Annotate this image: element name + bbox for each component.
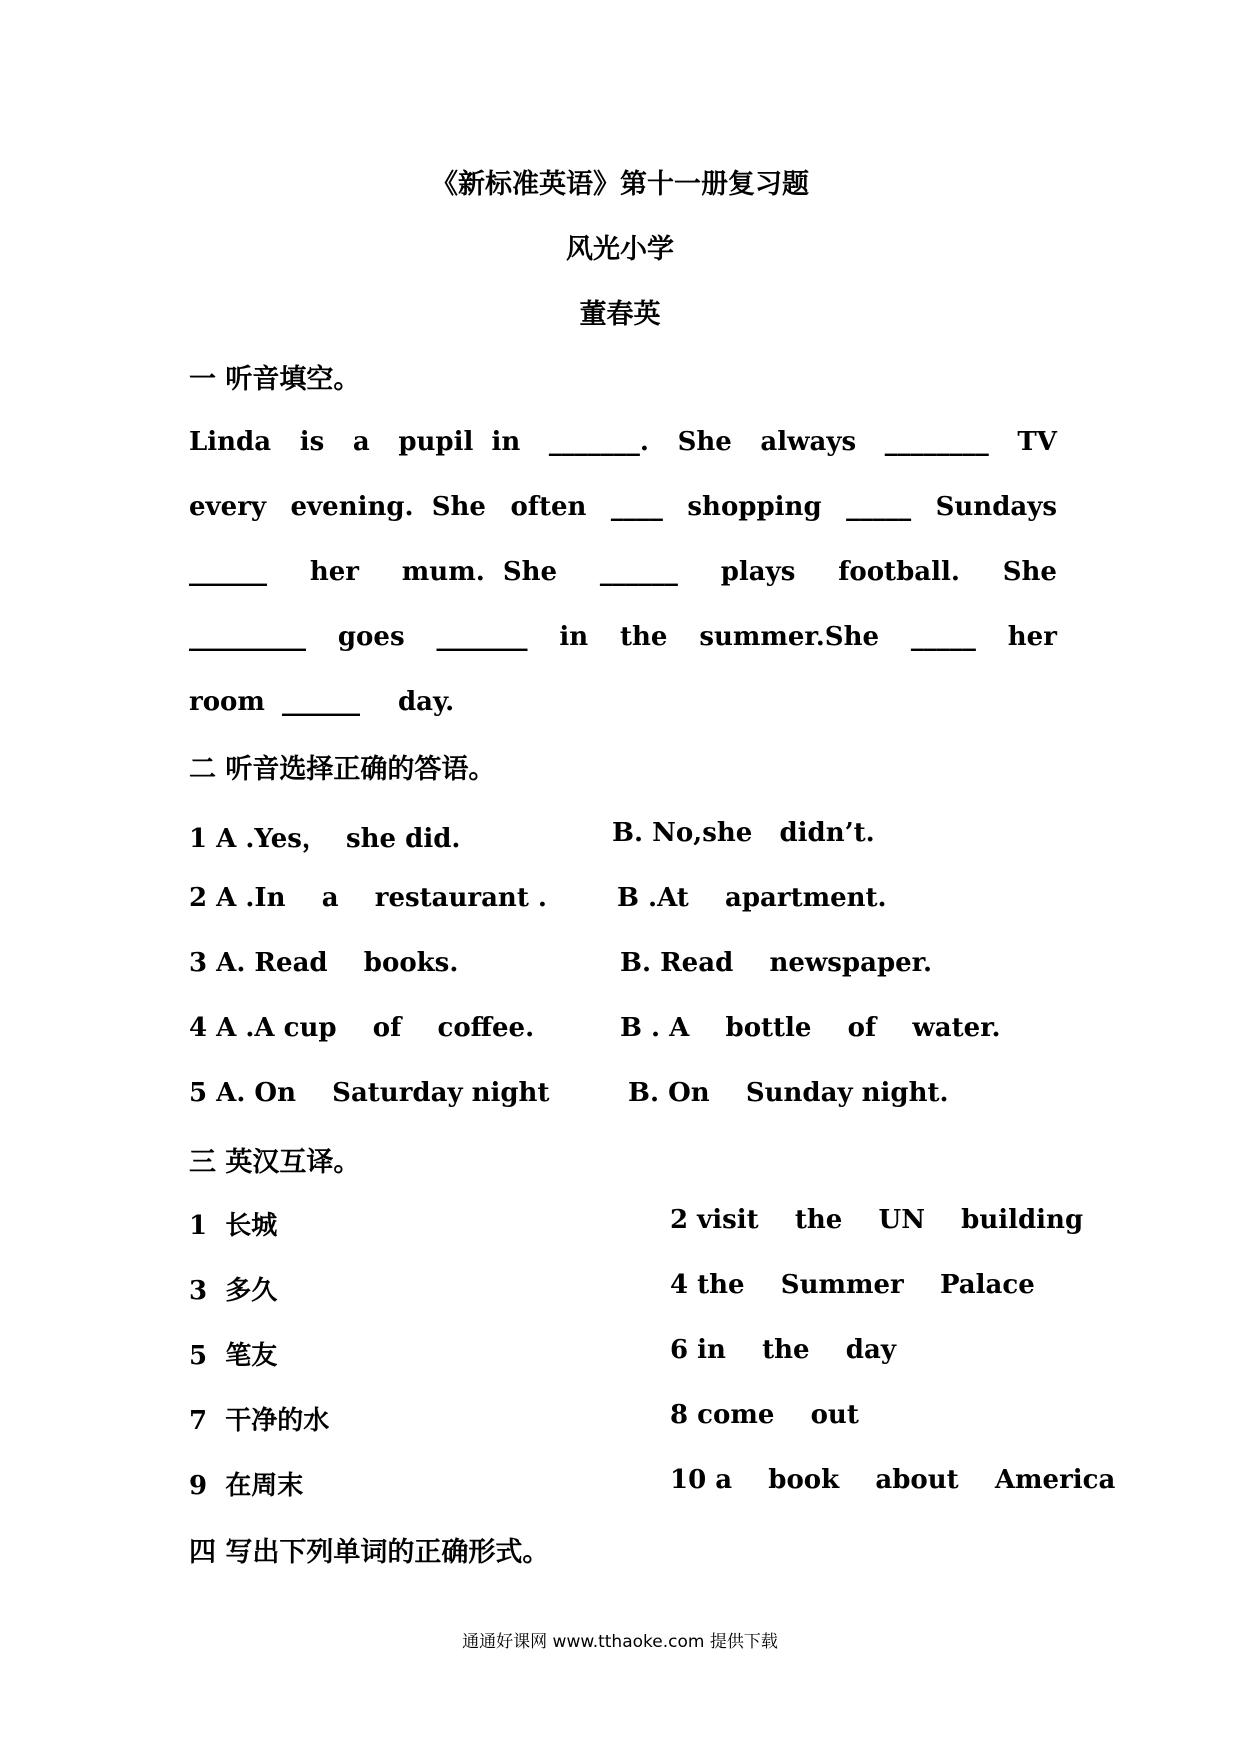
question-2-option-b: B .At apartment. <box>617 883 887 913</box>
translation-item-4: 4 the Summer Palace <box>670 1270 1035 1300</box>
author-name: 董春英 <box>579 299 661 330</box>
cloze-word: Linda <box>189 427 272 457</box>
section-1-heading: 一 听音填空。 <box>189 364 361 395</box>
translation-item-3: 3 多久 <box>189 1276 278 1306</box>
question-4-option-a: 4 A .A cup of coffee. <box>189 1013 535 1043</box>
translation-item-10: 10 a book about America <box>670 1465 1116 1495</box>
cloze-blank: ______ <box>599 557 678 587</box>
cloze-line-3 <box>189 552 1057 592</box>
cloze-word: shopping <box>687 492 822 522</box>
cloze-blank: _________ <box>189 622 306 652</box>
cloze-blank: _____ <box>910 622 976 652</box>
cloze-line-4 <box>189 617 1057 657</box>
question-5-option-a: 5 A. On Saturday night <box>189 1078 550 1108</box>
cloze-blank: _______ <box>436 622 528 652</box>
translation-item-9: 9 在周末 <box>189 1471 304 1501</box>
cloze-word: a <box>352 427 370 457</box>
translation-item-8: 8 come out <box>670 1400 859 1430</box>
cloze-line-1 <box>189 422 1057 462</box>
cloze-word: the <box>619 622 668 652</box>
translation-item-6: 6 in the day <box>670 1335 896 1365</box>
cloze-word: every <box>189 492 266 522</box>
cloze-blank: _____ <box>846 492 912 522</box>
cloze-word: Sundays <box>935 492 1057 522</box>
section-2-heading: 二 听音选择正确的答语。 <box>189 754 496 785</box>
cloze-blank: ______ <box>282 687 360 717</box>
cloze-word: mum. She <box>401 557 558 587</box>
cloze-word: her <box>1007 622 1057 652</box>
cloze-word: goes <box>337 622 405 652</box>
cloze-word: her <box>309 557 359 587</box>
page-title: 《新标准英语》第十一册复习题 <box>431 169 809 200</box>
cloze-word: day. <box>398 687 455 717</box>
cloze-word: evening. She <box>290 492 486 522</box>
cloze-word: football. <box>838 557 960 587</box>
cloze-word: always <box>760 427 857 457</box>
question-4-option-b: B . A bottle of water. <box>620 1013 1001 1043</box>
cloze-word: room <box>189 687 265 717</box>
cloze-blank: ____ <box>610 492 663 522</box>
cloze-word: She <box>677 427 732 457</box>
question-2-option-a: 2 A .In a restaurant . <box>189 883 547 913</box>
translation-item-5: 5 笔友 <box>189 1341 278 1371</box>
cloze-line-2 <box>189 487 1057 527</box>
cloze-line-5 <box>189 682 1057 722</box>
question-3-option-b: B. Read newspaper. <box>620 948 933 978</box>
cloze-word: pupil in <box>398 427 521 457</box>
cloze-word: TV <box>1017 427 1057 457</box>
cloze-word: in <box>559 622 589 652</box>
cloze-blank: _______. <box>548 427 649 457</box>
cloze-word: is <box>299 427 325 457</box>
school-name: 风光小学 <box>566 234 674 265</box>
cloze-word: She <box>1002 557 1057 587</box>
question-1-option-a: 1 A .Yes， she did. <box>189 824 461 854</box>
translation-item-2: 2 visit the UN building <box>670 1205 1084 1235</box>
section-3-heading: 三 英汉互译。 <box>189 1147 361 1178</box>
cloze-word: often <box>510 492 587 522</box>
download-footer: 通通好课网 www.tthaoke.com 提供下载 <box>462 1632 778 1652</box>
translation-item-1: 1 长城 <box>189 1211 278 1241</box>
cloze-word: plays <box>720 557 796 587</box>
cloze-word: summer.She <box>699 622 880 652</box>
translation-item-7: 7 干净的水 <box>189 1406 330 1436</box>
question-3-option-a: 3 A. Read books. <box>189 948 459 978</box>
question-5-option-b: B. On Sunday night. <box>628 1078 949 1108</box>
cloze-blank: ________ <box>884 427 989 457</box>
section-4-heading: 四 写出下列单词的正确形式。 <box>189 1537 550 1568</box>
cloze-blank: ______ <box>189 557 267 587</box>
question-1-option-b: B. No,she didn’t. <box>612 818 875 848</box>
